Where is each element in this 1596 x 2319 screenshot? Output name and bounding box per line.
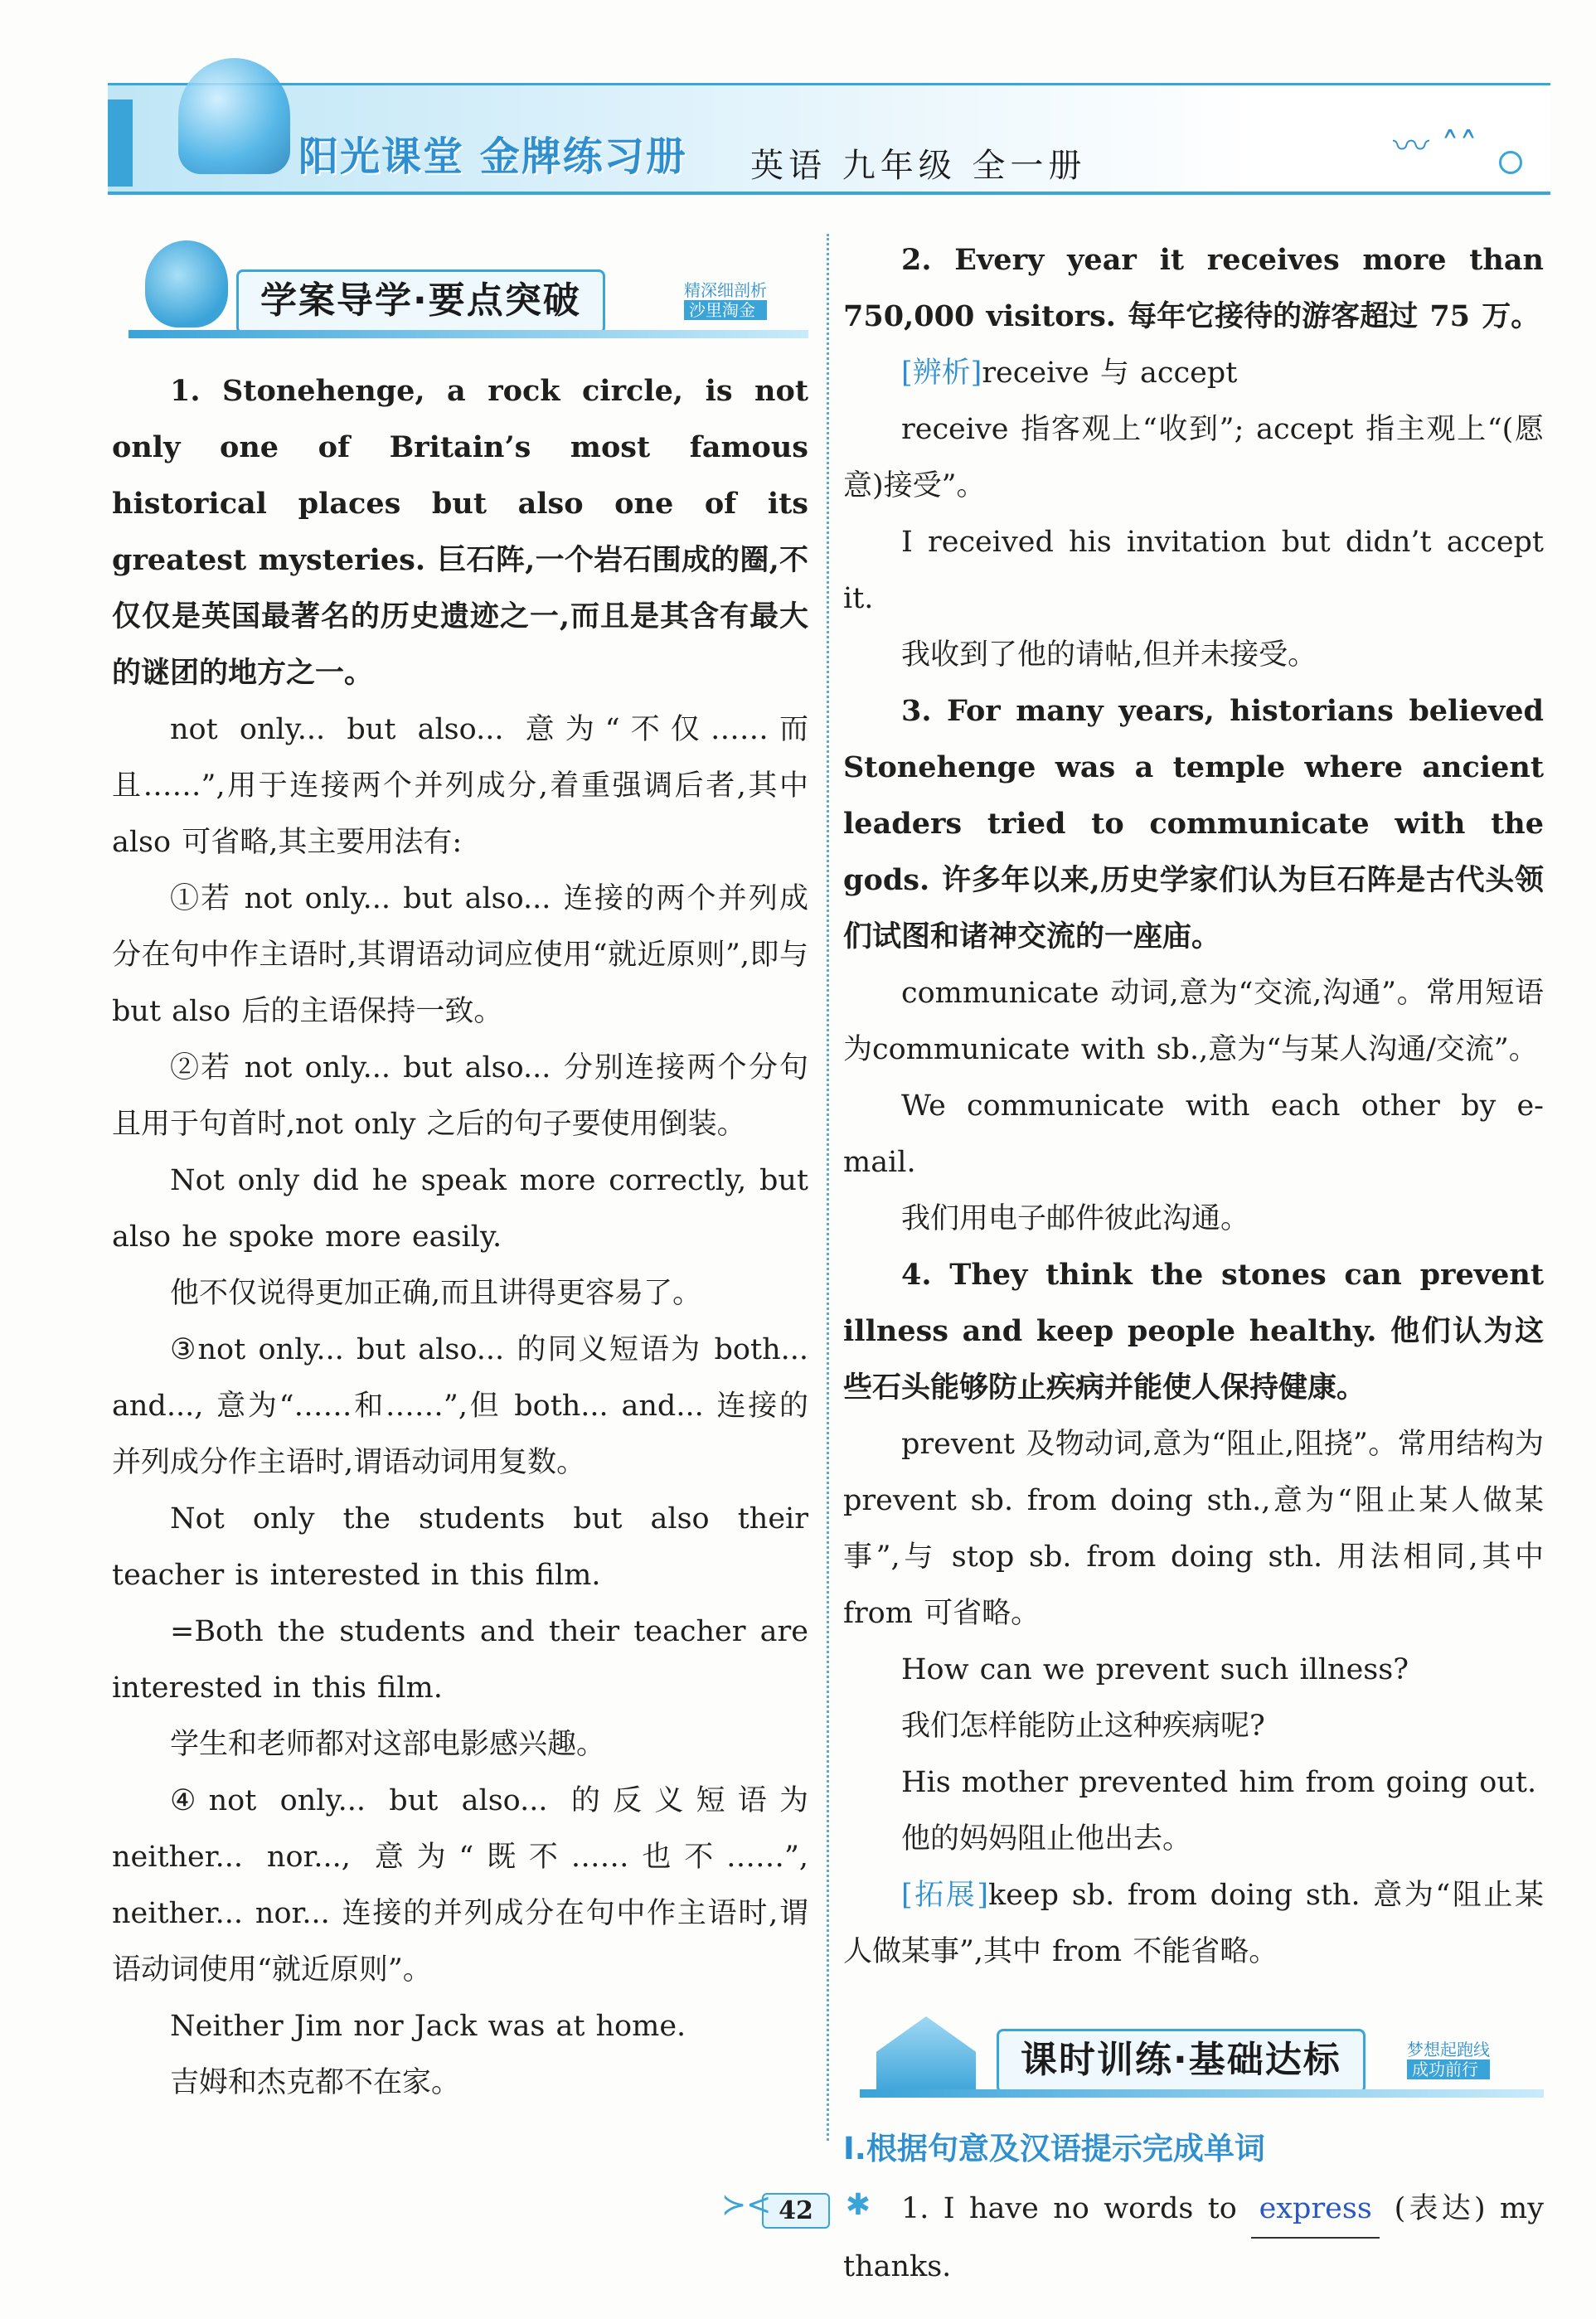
- usage-rule: ④not only... but also... 的反义短语为 neither... nor..., 意为“既不……也不……”, neither... nor... 连接的并列成分在句中作主语时,谓语动词使用“就近原则”。: [112, 1784, 808, 1987]
- header-accent-bar: [108, 99, 133, 187]
- usage-rule: ②若 not only... but also... 分别连接两个分句且用于句首时,not only 之后的句子要使用倒装。: [112, 1051, 808, 1141]
- example-translation: 我们怎样能防止这种疾病呢?: [901, 1710, 1265, 1743]
- example-translation: 他不仅说得更加正确,而且讲得更容易了。: [170, 1277, 702, 1310]
- example-translation: 我收到了他的请帖,但并未接受。: [901, 638, 1317, 672]
- key-point-1: 1. Stonehenge, a rock circle, is not only one of Britain’s most famous historical places but also one of its greatest mysteries. 巨石阵,一个岩石围成的圈,不仅仅是英国最著名的历史遗迹之一,而且是其含有最大的谜团的地方之一。: [112, 374, 808, 690]
- page-number-footer: [713, 2185, 879, 2243]
- palm-tree-icon: ✱: [845, 2188, 871, 2222]
- explanation: not only... but also... 意为“不仅……而且……”,用于连接两个并列成分,着重强调后者,其中 also 可省略,其主要用法有:: [112, 713, 808, 859]
- right-column: [843, 232, 1544, 2295]
- book-subject: 英语 九年级 全一册: [750, 147, 1087, 185]
- header-end-dot-icon: [1499, 151, 1522, 174]
- comparison-note: [843, 345, 1544, 401]
- key-point-4: 4. They think the stones can prevent illness and keep people healthy. 他们认为这些石头能够防止疾病并能使人保持健康。: [843, 1258, 1544, 1404]
- exercise-item-1: [843, 2181, 1544, 2295]
- key-point-3: 3. For many years, historians believed Stonehenge was a temple where ancient leaders tried to communicate with the gods. 许多年以来,历史学家们认为巨石阵是古代头领们试图和诸神交流的一座庙。: [843, 694, 1544, 953]
- section-title: 学案导学·要点突破: [236, 269, 605, 334]
- tree-icon: [145, 240, 228, 327]
- extension-tag: [拓展]: [901, 1879, 989, 1912]
- example-sentence: Not only the students but also their teacher is interested in this film.: [112, 1502, 808, 1592]
- comparison-text: receive 与 accept: [982, 357, 1238, 390]
- section-note-top: 精深细剖析: [684, 280, 767, 300]
- example-translation: 学生和老师都对这部电影感兴趣。: [170, 1728, 606, 1761]
- page-number: 42: [762, 2193, 830, 2229]
- explanation: prevent 及物动词,意为“阻止,阻挠”。常用结构为 prevent sb. from doing sth.,意为“阻止某人做某事”,与 stop sb. from doing sth. 用法相同,其中 from 可省略。: [843, 1428, 1544, 1630]
- example-translation: 他的妈妈阻止他出去。: [901, 1822, 1192, 1856]
- usage-rule: ③not only... but also... 的同义短语为 both... and..., 意为“……和……”,但 both... and... 连接的并列成分作主语时,谓语动词用复数。: [112, 1333, 808, 1479]
- section-note-top: 梦想起跑线: [1407, 2040, 1490, 2059]
- extension-text: keep sb. from doing sth. 意为“阻止某人做某事”,其中 from 不能省略。: [843, 1879, 1544, 1968]
- column-divider: [827, 234, 829, 2141]
- banner-underline: [860, 2089, 1544, 2098]
- house-icon: [876, 2016, 976, 2095]
- explanation: receive 指客观上“收到”; accept 指主观上“(愿意)接受”。: [843, 413, 1544, 502]
- banner-underline: [129, 330, 808, 338]
- example-translation: 我们用电子邮件彼此沟通。: [901, 1202, 1250, 1235]
- example-sentence: Not only did he speak more correctly, but also he spoke more easily.: [112, 1164, 808, 1254]
- example-sentence: Neither Jim nor Jack was at home.: [170, 2010, 686, 2043]
- section-note-bottom: 沙里淘金: [684, 300, 767, 320]
- book-series-title: 阳光课堂 金牌练习册: [298, 133, 687, 180]
- answer-blank[interactable]: express: [1251, 2181, 1380, 2239]
- usage-rule: ①若 not only... but also... 连接的两个并列成分在句中作主语时,其谓语动词应使用“就近原则”,即与 but also 后的主语保持一致。: [112, 882, 808, 1028]
- exercise-item-text: (表达) my thanks.: [843, 2192, 1544, 2283]
- section-banner-practice: [843, 1992, 1544, 2108]
- fish-icon: ≻<: [721, 2188, 772, 2222]
- example-sentence: I received his invitation but didn’t accept it.: [843, 526, 1544, 615]
- key-point-2: 2. Every year it receives more than 750,000 visitors. 每年它接待的游客超过 75 万。: [843, 243, 1544, 333]
- analysis-tag: [辨析]: [901, 357, 982, 390]
- globe-logo-icon: [178, 58, 290, 174]
- example-translation: 吉姆和杰克都不在家。: [170, 2066, 461, 2099]
- birds-icon: 〰 ˄˄: [1393, 125, 1477, 167]
- page-header: [0, 0, 1596, 207]
- section-note-bottom: 成功前行: [1407, 2059, 1490, 2079]
- exercise-heading: Ⅰ.根据句意及汉语提示完成单词: [843, 2131, 1265, 2166]
- left-column: [112, 232, 808, 2111]
- exercise-item-text: 1. I have no words to: [901, 2192, 1237, 2225]
- section-banner-guide: [112, 232, 808, 348]
- example-sentence: How can we prevent such illness?: [901, 1653, 1409, 1686]
- extension-note: [843, 1867, 1544, 1980]
- example-sentence: His mother prevented him from going out.: [901, 1766, 1537, 1799]
- explanation: communicate 动词,意为“交流,沟通”。常用短语为communicate with sb.,意为“与某人沟通/交流”。: [843, 977, 1544, 1066]
- section-title: 课时训练·基础达标: [997, 2029, 1366, 2093]
- example-sentence: We communicate with each other by e-mail.: [843, 1089, 1544, 1179]
- section-note: [1407, 2040, 1490, 2079]
- example-sentence: =Both the students and their teacher are interested in this film.: [112, 1615, 808, 1705]
- section-note: [684, 280, 767, 320]
